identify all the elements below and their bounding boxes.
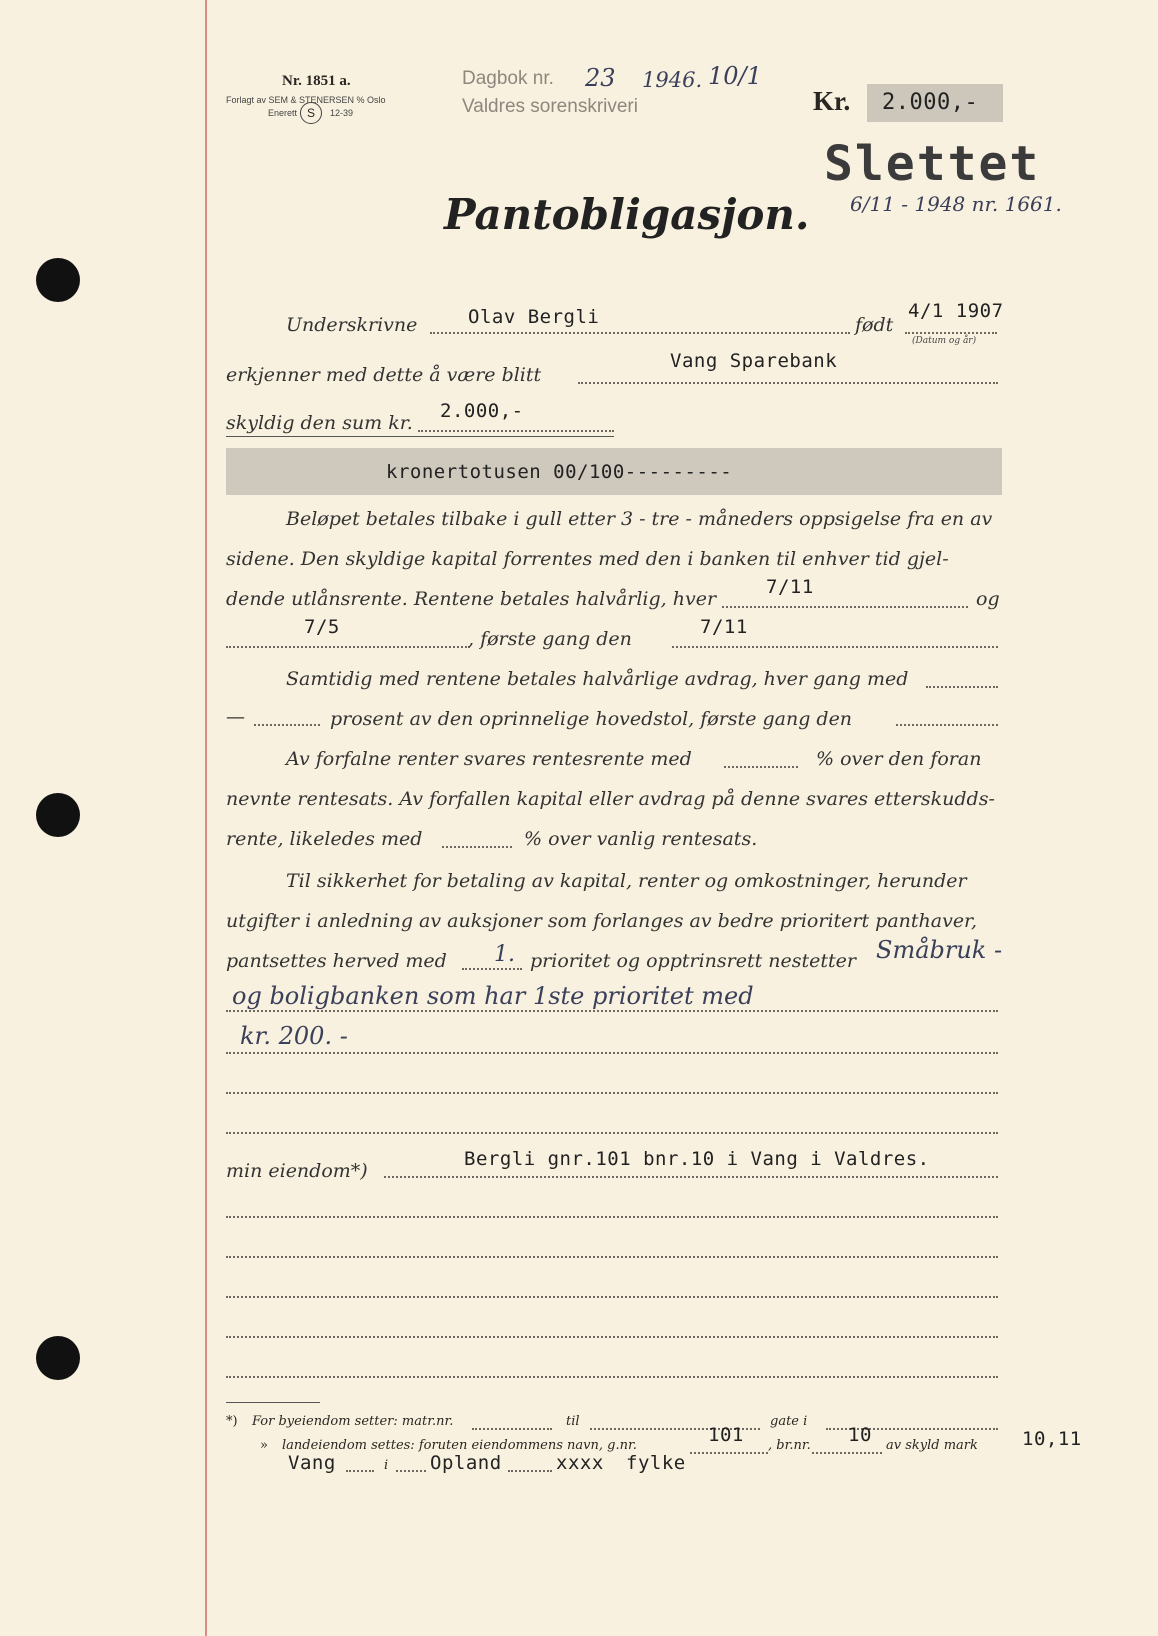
brnr-value: 10 (848, 1424, 872, 1446)
text-line: dende utlånsrente. Rentene betales halvårlig, hver (226, 588, 717, 610)
dotted-line (690, 1452, 768, 1454)
dotted-line (926, 686, 998, 688)
undersigned-label: Underskrivne (286, 314, 418, 336)
court-name: Valdres sorenskriveri (462, 96, 638, 117)
dotted-line (226, 1296, 998, 1298)
dotted-line (722, 606, 968, 608)
dotted-line (724, 766, 798, 768)
text-line: , første gang den (468, 628, 632, 650)
dotted-line (226, 1336, 998, 1338)
document-title: Pantobligasjon. (444, 190, 810, 239)
text-line: prosent av den oprinnelige hovedstol, første gang den (330, 708, 853, 730)
dotted-line (905, 332, 997, 334)
property-label: min eiendom*) (226, 1160, 368, 1182)
text-line: Av forfalne renter svares rentesrente med (286, 748, 692, 770)
text-line: prioritet og opptrinsrett nestetter (530, 950, 857, 972)
gnr-value: 101 (708, 1424, 744, 1446)
margin-rule (205, 0, 207, 1636)
dotted-line (226, 1010, 998, 1012)
punch-hole (36, 258, 80, 302)
dotted-line (226, 1256, 998, 1258)
property-value: Bergli gnr.101 bnr.10 i Vang i Valdres. (464, 1148, 930, 1170)
dotted-line (472, 1428, 552, 1430)
dagbok-number: 23 (585, 64, 616, 92)
interest-date-1: 7/11 (766, 576, 814, 598)
slettet-stamp: Slettet (824, 136, 1041, 192)
undersigned-value: Olav Bergli (468, 306, 600, 328)
sum-value: 2.000,- (440, 400, 524, 422)
footnote-line: landeiendom settes: foruten eiendommens navn, g.nr. (282, 1438, 637, 1453)
dotted-line (896, 724, 998, 726)
dotted-line (226, 1092, 998, 1094)
form-number: Nr. 1851 a. (282, 73, 351, 89)
dotted-line (442, 846, 512, 848)
dotted-line (396, 1470, 426, 1472)
dotted-line (430, 332, 850, 334)
sum-underline (226, 436, 614, 437)
text-line: % over vanlig rentesats. (524, 828, 758, 850)
text-line: Beløpet betales tilbake i gull etter 3 - tre - måneders oppsigelse fra en av (286, 508, 993, 530)
fylke-word: fylke (626, 1452, 686, 1474)
dotted-line (384, 1176, 998, 1178)
publisher-logo: S (300, 102, 322, 124)
sum-in-words: kronertotusen 00/100--------- (386, 461, 733, 483)
creditor-value: Vang Sparebank (670, 350, 838, 372)
amount-value: 2.000,- (882, 90, 979, 115)
dotted-line (346, 1470, 374, 1472)
dotted-line (418, 430, 614, 432)
dotted-line (672, 646, 998, 648)
dotted-line (226, 1376, 998, 1378)
dotted-line (226, 1216, 998, 1218)
text-line: rente, likeledes med (226, 828, 423, 850)
handwritten-text: kr. 200. - (240, 1022, 348, 1050)
footnote-mark: » (260, 1438, 268, 1453)
county-name: Opland (430, 1452, 502, 1474)
interest-date-2: 7/5 (304, 616, 340, 638)
municipality: Vang (288, 1452, 336, 1474)
kr-label: Kr. (813, 86, 851, 116)
text-line: % over den foran (816, 748, 982, 770)
dotted-line (812, 1452, 882, 1454)
creditor-label: erkjenner med dette å være blitt (226, 364, 542, 386)
text-line: Samtidig med rentene betales halvårlige avdrag, hver gang med (286, 668, 909, 690)
footnote-star: *) (226, 1414, 238, 1429)
footnote-brnr-label: , br.nr. (768, 1438, 811, 1453)
first-interest-date: 7/11 (700, 616, 748, 638)
struck-word: xxxx (556, 1452, 604, 1474)
footnote-line: av skyld mark (886, 1438, 978, 1453)
born-value: 4/1 1907 (908, 300, 1004, 322)
year: 1946. (642, 68, 703, 92)
skyld-value: 10,11 (1022, 1428, 1082, 1450)
priority-value: 1. (494, 942, 515, 967)
text-line: Til sikkerhet for betaling av kapital, renter og omkostninger, herunder (286, 870, 967, 892)
handwritten-text: og boligbanken som har 1ste prioritet med (232, 982, 754, 1010)
handwritten-text: Småbruk - (876, 936, 1003, 964)
dotted-line (226, 1052, 998, 1054)
sum-label: skyldig den sum kr. (226, 412, 413, 434)
footnote-line: For byeiendom setter: matr.nr. (252, 1414, 454, 1429)
footnote-til: til (566, 1414, 580, 1429)
footnote-i: i (384, 1458, 389, 1473)
punch-hole (36, 1336, 80, 1380)
text-line: og (976, 588, 1000, 610)
dagbok-label: Dagbok nr. (462, 68, 554, 89)
text-line: sidene. Den skyldige kapital forrentes med den i banken til enhver tid gjel- (226, 548, 949, 570)
edition: 12-39 (330, 108, 354, 118)
dotted-line (462, 968, 522, 970)
enerett: Enerett (268, 108, 298, 118)
dotted-line (578, 382, 998, 384)
footnote-rule (226, 1402, 320, 1403)
cancellation-note: 6/11 - 1948 nr. 1661. (850, 192, 1062, 216)
text-line: pantsettes herved med (226, 950, 447, 972)
text-line: — (226, 706, 245, 728)
footnote-gate: gate i (770, 1414, 808, 1429)
dotted-line (226, 1132, 998, 1134)
dotted-line (254, 724, 320, 726)
date-handwritten: 10/1 (708, 62, 762, 90)
text-line: nevnte rentesats. Av forfallen kapital eller avdrag på denne svares etterskudds- (226, 788, 995, 810)
dotted-line (226, 646, 470, 648)
dotted-line (508, 1470, 552, 1472)
publisher-line: Forlagt av SEM & STENERSEN % Oslo (226, 95, 386, 105)
born-hint: (Datum og år) (912, 336, 977, 346)
text-line: utgifter i anledning av auksjoner som forlanges av bedre prioritert panthaver, (226, 910, 978, 932)
punch-hole (36, 793, 80, 837)
born-label: født (855, 314, 894, 336)
